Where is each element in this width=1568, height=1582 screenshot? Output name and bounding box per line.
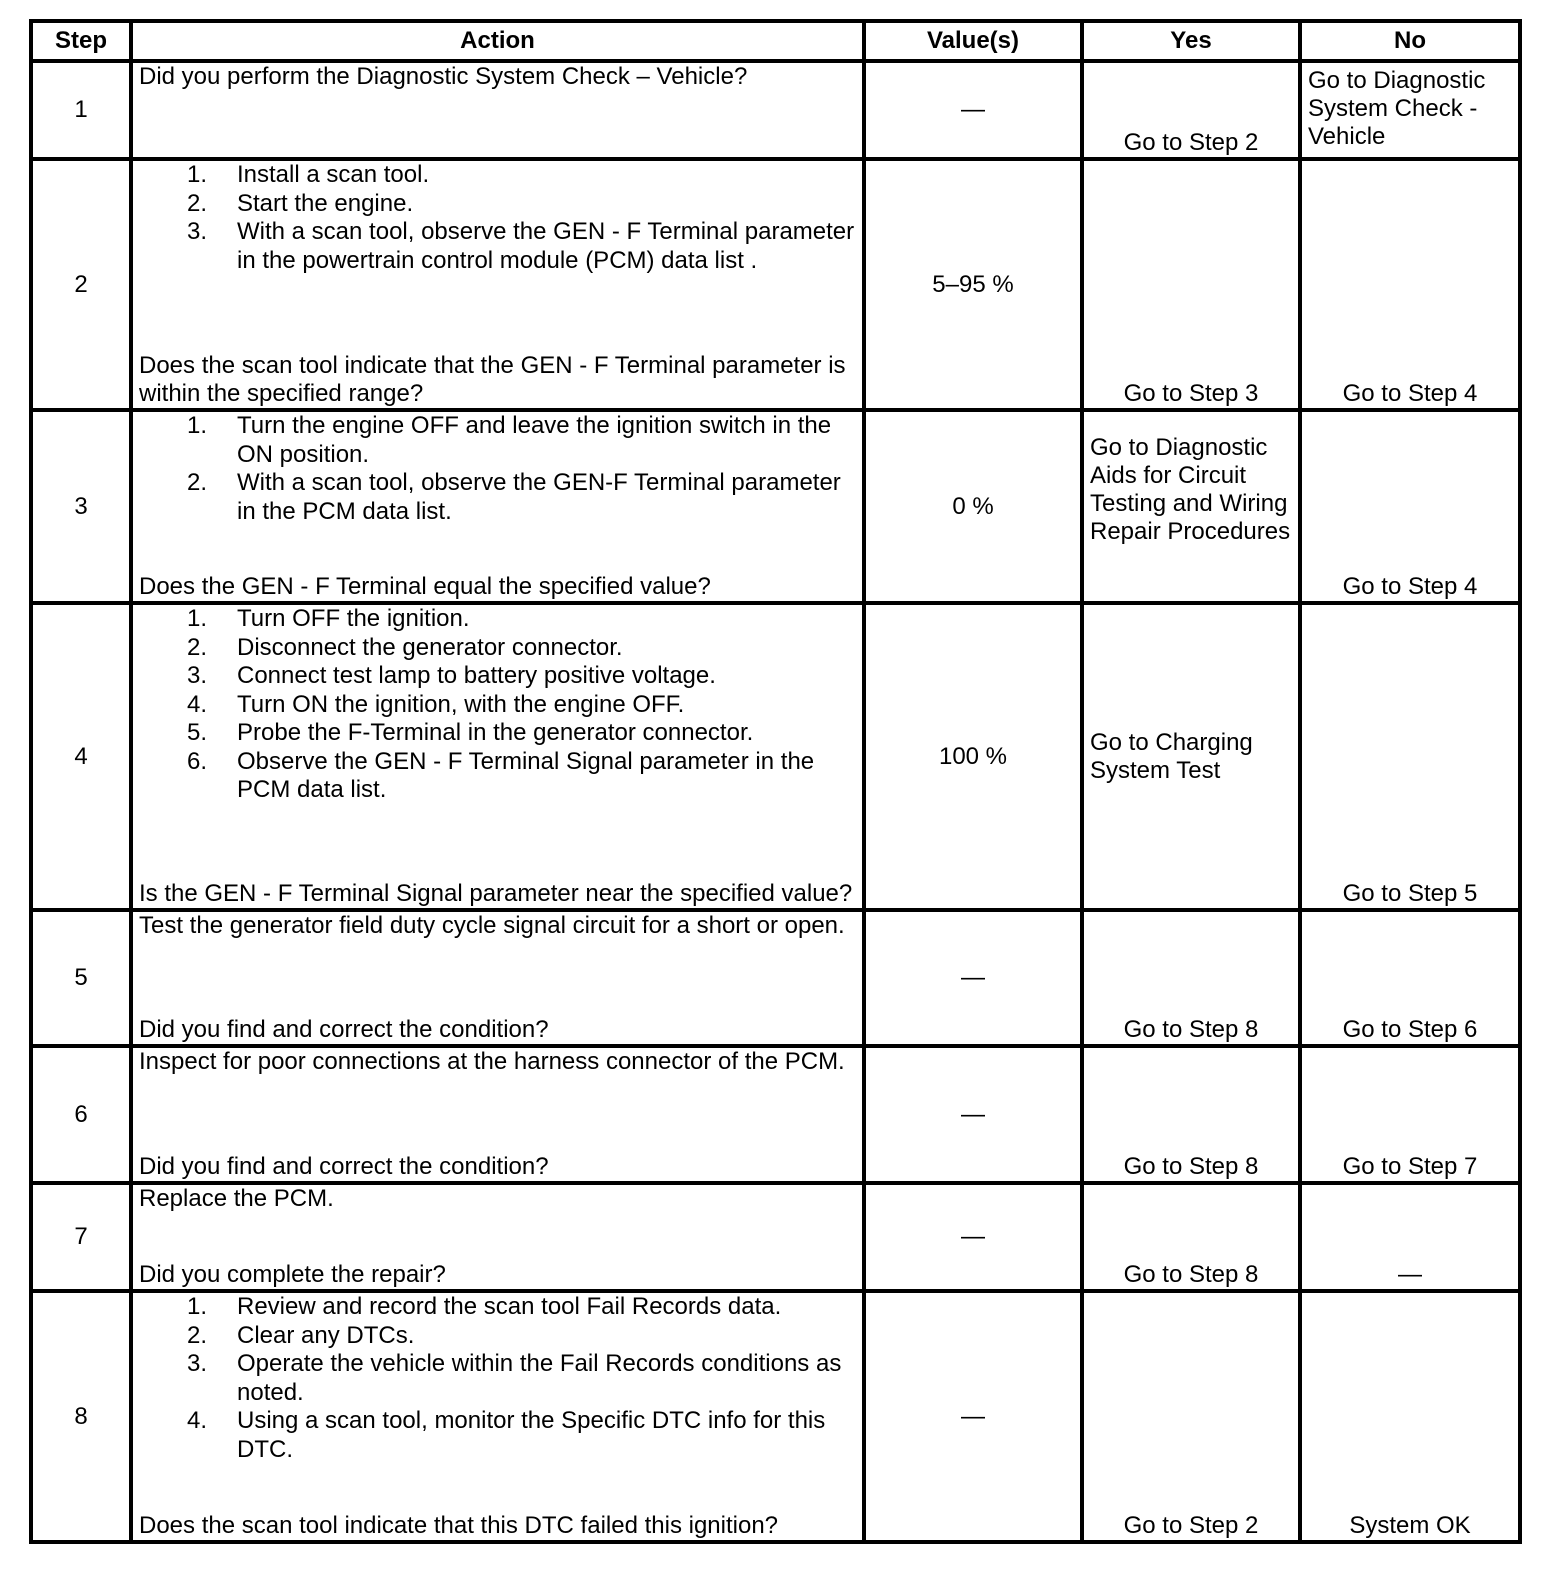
yes-cell: Go to Charging System Test <box>1082 603 1300 910</box>
value-cell: — <box>864 1183 1082 1291</box>
action-text: Inspect for poor connections at the harness connector of the PCM. <box>139 1048 845 1075</box>
action-cell <box>131 410 864 603</box>
step-number: 1 <box>31 61 131 159</box>
no-cell: Go to Diagnostic System Check - Vehicle <box>1300 61 1520 159</box>
step-number: 8 <box>31 1291 131 1542</box>
list-item: 1. Review and record the scan tool Fail Records data. <box>187 1293 782 1320</box>
action-steps <box>139 1293 856 1464</box>
list-item: 4. Using a scan tool, monitor the Specific DTC info for this DTC. <box>187 1407 826 1463</box>
step-number: 5 <box>31 910 131 1046</box>
action-cell <box>131 61 864 159</box>
yes-cell: Go to Step 3 <box>1082 159 1300 410</box>
no-cell: Go to Step 6 <box>1300 910 1520 1046</box>
header-row <box>31 21 1520 61</box>
yes-cell: Go to Diagnostic Aids for Circuit Testing and Wiring Repair Procedures <box>1082 410 1300 603</box>
step-number: 3 <box>31 410 131 603</box>
no-cell: Go to Step 4 <box>1300 159 1520 410</box>
list-item: 5. Probe the F-Terminal in the generator connector. <box>187 719 754 746</box>
action-question: Does the scan tool indicate that the GEN - F Terminal parameter is within the specified range? <box>139 352 846 407</box>
value-cell: — <box>864 1291 1082 1542</box>
action-steps <box>139 605 856 805</box>
action-text: Test the generator field duty cycle signal circuit for a short or open. <box>139 912 845 939</box>
action-cell <box>131 1291 864 1542</box>
step-number: 2 <box>31 159 131 410</box>
table-row <box>31 910 1520 1046</box>
table-row <box>31 1183 1520 1291</box>
value-cell: 100 % <box>864 603 1082 910</box>
step-number: 6 <box>31 1046 131 1183</box>
list-item: 2. Clear any DTCs. <box>187 1321 415 1349</box>
value-cell: — <box>864 61 1082 159</box>
action-steps <box>139 161 856 275</box>
header-action: Action <box>131 21 864 61</box>
no-cell: Go to Step 4 <box>1300 410 1520 603</box>
action-cell <box>131 1183 864 1291</box>
header-values: Value(s) <box>864 21 1082 61</box>
diagnostic-table <box>29 19 1522 1544</box>
table-row <box>31 410 1520 603</box>
no-cell: Go to Step 5 <box>1300 603 1520 910</box>
action-cell <box>131 910 864 1046</box>
step-number: 7 <box>31 1183 131 1291</box>
value-cell: — <box>864 1046 1082 1183</box>
yes-cell: Go to Step 8 <box>1082 1183 1300 1291</box>
list-item: 1. Turn the engine OFF and leave the ignition switch in the ON position. <box>187 412 832 468</box>
list-item: 2. Disconnect the generator connector. <box>187 633 623 661</box>
list-item: 1. Turn OFF the ignition. <box>187 605 470 632</box>
list-item: 2. Start the engine. <box>187 189 414 217</box>
action-text: Replace the PCM. <box>139 1185 334 1212</box>
yes-cell: Go to Step 2 <box>1082 1291 1300 1542</box>
table-row <box>31 1291 1520 1542</box>
action-question: Is the GEN - F Terminal Signal parameter near the specified value? <box>139 880 853 907</box>
action-question: Did you find and correct the condition? <box>139 1016 549 1043</box>
table-row <box>31 603 1520 910</box>
table-row <box>31 159 1520 410</box>
header-yes: Yes <box>1082 21 1300 61</box>
list-item: 1. Install a scan tool. <box>187 161 430 188</box>
no-cell: System OK <box>1300 1291 1520 1542</box>
list-item: 3. Operate the vehicle within the Fail Records conditions as noted. <box>187 1350 842 1406</box>
list-item: 3. Connect test lamp to battery positive voltage. <box>187 662 716 689</box>
action-text: Did you perform the Diagnostic System Check – Vehicle? <box>139 63 748 90</box>
action-cell <box>131 159 864 410</box>
no-cell: — <box>1300 1183 1520 1291</box>
header-no: No <box>1300 21 1520 61</box>
yes-cell: Go to Step 8 <box>1082 1046 1300 1183</box>
action-question: Does the GEN - F Terminal equal the specified value? <box>139 573 711 600</box>
step-number: 4 <box>31 603 131 910</box>
list-item: 6. Observe the GEN - F Terminal Signal parameter in the PCM data list. <box>187 747 815 803</box>
action-question: Does the scan tool indicate that this DTC failed this ignition? <box>139 1512 779 1539</box>
yes-cell: Go to Step 2 <box>1082 61 1300 159</box>
header-step: Step <box>31 21 131 61</box>
action-cell <box>131 1046 864 1183</box>
action-cell <box>131 603 864 910</box>
list-item: 3. With a scan tool, observe the GEN - F Terminal parameter in the powertrain control module (PCM) data list . <box>187 218 855 274</box>
value-cell: — <box>864 910 1082 1046</box>
no-cell: Go to Step 7 <box>1300 1046 1520 1183</box>
action-steps <box>139 412 856 526</box>
list-item: 2. With a scan tool, observe the GEN-F Terminal parameter in the PCM data list. <box>187 469 841 525</box>
action-question: Did you complete the repair? <box>139 1261 446 1288</box>
yes-cell: Go to Step 8 <box>1082 910 1300 1046</box>
list-item: 4. Turn ON the ignition, with the engine OFF. <box>187 690 685 718</box>
value-cell: 0 % <box>864 410 1082 603</box>
value-cell: 5–95 % <box>864 159 1082 410</box>
action-question: Did you find and correct the condition? <box>139 1153 549 1180</box>
table-row <box>31 61 1520 159</box>
table-row <box>31 1046 1520 1183</box>
